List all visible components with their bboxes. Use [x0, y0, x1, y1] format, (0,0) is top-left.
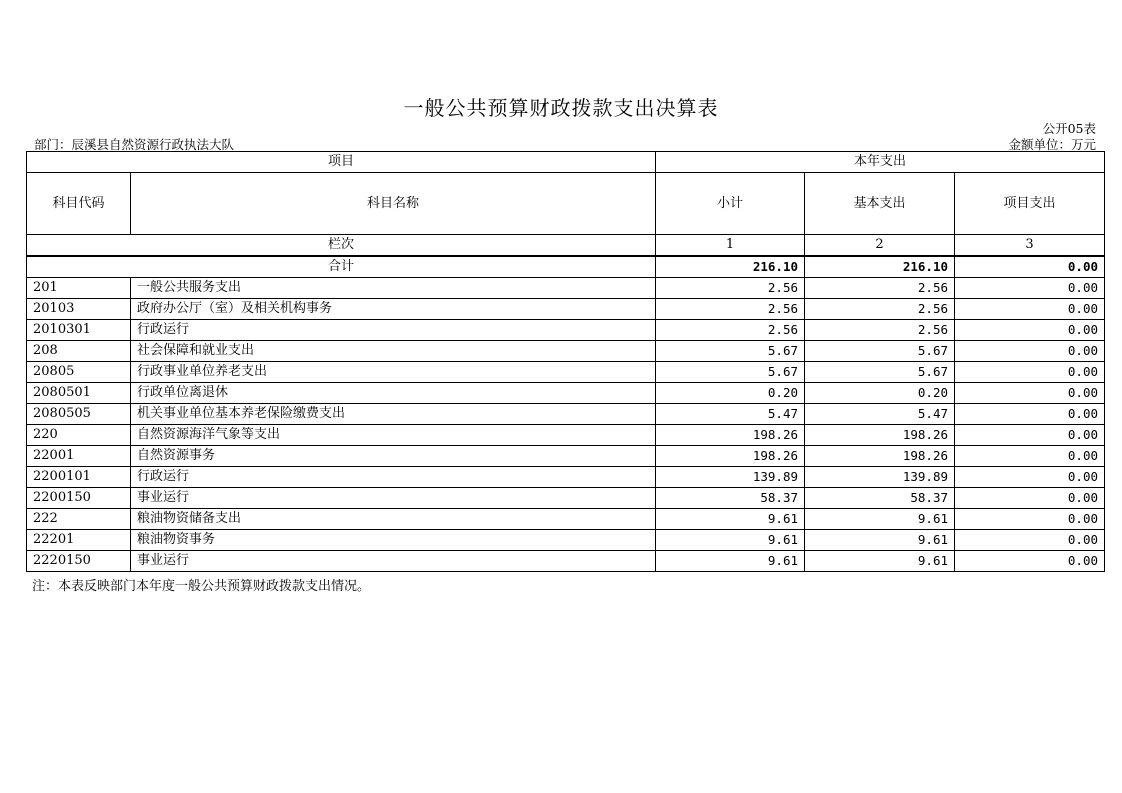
column-order-1: 1 [656, 235, 805, 257]
header-name: 科目名称 [131, 173, 656, 235]
column-order-3: 3 [955, 235, 1105, 257]
column-order-label: 栏次 [27, 235, 656, 257]
row-project: 0.00 [955, 341, 1105, 362]
row-basic: 5.47 [805, 404, 955, 425]
table-note: 注：本表反映部门本年度一般公共预算财政拨款支出情况。 [32, 579, 371, 594]
row-name: 自然资源事务 [131, 446, 656, 467]
header-row-1 [27, 152, 1105, 173]
row-subtotal: 5.47 [656, 404, 805, 425]
row-name: 一般公共服务支出 [131, 278, 656, 299]
row-subtotal: 198.26 [656, 425, 805, 446]
row-project: 0.00 [955, 551, 1105, 572]
row-basic: 5.67 [805, 341, 955, 362]
row-project: 0.00 [955, 425, 1105, 446]
table-row [27, 446, 1105, 467]
row-project: 0.00 [955, 467, 1105, 488]
table-row [27, 383, 1105, 404]
row-name: 事业运行 [131, 488, 656, 509]
row-code: 222 [27, 509, 131, 530]
row-code: 20103 [27, 299, 131, 320]
row-project: 0.00 [955, 362, 1105, 383]
total-project: 0.00 [955, 256, 1105, 278]
table-row [27, 488, 1105, 509]
row-code: 20805 [27, 362, 131, 383]
header-code: 科目代码 [27, 173, 131, 235]
row-name: 行政运行 [131, 467, 656, 488]
row-project: 0.00 [955, 299, 1105, 320]
table-row [27, 467, 1105, 488]
row-basic: 2.56 [805, 299, 955, 320]
row-project: 0.00 [955, 278, 1105, 299]
row-name: 机关事业单位基本养老保险缴费支出 [131, 404, 656, 425]
row-subtotal: 198.26 [656, 446, 805, 467]
row-project: 0.00 [955, 530, 1105, 551]
row-basic: 2.56 [805, 278, 955, 299]
row-code: 22201 [27, 530, 131, 551]
row-basic: 9.61 [805, 509, 955, 530]
row-code: 22001 [27, 446, 131, 467]
row-basic: 0.20 [805, 383, 955, 404]
table-row [27, 530, 1105, 551]
row-code: 2220150 [27, 551, 131, 572]
header-project: 项目 [27, 152, 656, 173]
table-row [27, 320, 1105, 341]
row-basic: 198.26 [805, 425, 955, 446]
table-row [27, 362, 1105, 383]
form-number: 公开05表 [1042, 121, 1096, 136]
row-subtotal: 9.61 [656, 551, 805, 572]
row-subtotal: 9.61 [656, 530, 805, 551]
row-subtotal: 0.20 [656, 383, 805, 404]
table-row [27, 425, 1105, 446]
table-row [27, 278, 1105, 299]
header-row-2 [27, 173, 1105, 235]
row-subtotal: 2.56 [656, 299, 805, 320]
row-subtotal: 9.61 [656, 509, 805, 530]
row-basic: 9.61 [805, 551, 955, 572]
row-name: 行政运行 [131, 320, 656, 341]
header-subtotal: 小计 [656, 173, 805, 235]
row-basic: 9.61 [805, 530, 955, 551]
row-code: 208 [27, 341, 131, 362]
row-basic: 5.67 [805, 362, 955, 383]
total-row [27, 256, 1105, 278]
row-subtotal: 2.56 [656, 320, 805, 341]
column-order-row [27, 235, 1105, 257]
row-subtotal: 5.67 [656, 362, 805, 383]
row-project: 0.00 [955, 320, 1105, 341]
header-current-year-expense: 本年支出 [656, 152, 1105, 173]
row-name: 政府办公厅（室）及相关机构事务 [131, 299, 656, 320]
total-basic: 216.10 [805, 256, 955, 278]
table-row [27, 509, 1105, 530]
row-subtotal: 139.89 [656, 467, 805, 488]
row-code: 2200101 [27, 467, 131, 488]
total-label: 合计 [27, 256, 656, 278]
column-order-2: 2 [805, 235, 955, 257]
header-basic-expense: 基本支出 [805, 173, 955, 235]
row-project: 0.00 [955, 383, 1105, 404]
expenditure-table [26, 151, 1105, 572]
row-basic: 139.89 [805, 467, 955, 488]
page-title: 一般公共预算财政拨款支出决算表 [403, 96, 719, 120]
row-name: 行政事业单位养老支出 [131, 362, 656, 383]
row-code: 201 [27, 278, 131, 299]
amount-unit-label: 金额单位：万元 [1008, 137, 1096, 152]
table-row [27, 299, 1105, 320]
row-name: 粮油物资储备支出 [131, 509, 656, 530]
row-name: 行政单位离退休 [131, 383, 656, 404]
row-name: 事业运行 [131, 551, 656, 572]
row-subtotal: 58.37 [656, 488, 805, 509]
table-row [27, 404, 1105, 425]
row-name: 自然资源海洋气象等支出 [131, 425, 656, 446]
total-subtotal: 216.10 [656, 256, 805, 278]
department-label: 部门：辰溪县自然资源行政执法大队 [34, 137, 235, 152]
row-project: 0.00 [955, 509, 1105, 530]
row-basic: 58.37 [805, 488, 955, 509]
row-code: 2010301 [27, 320, 131, 341]
row-code: 220 [27, 425, 131, 446]
row-subtotal: 5.67 [656, 341, 805, 362]
row-basic: 198.26 [805, 446, 955, 467]
table-row [27, 551, 1105, 572]
table-row [27, 341, 1105, 362]
row-code: 2200150 [27, 488, 131, 509]
row-project: 0.00 [955, 446, 1105, 467]
row-name: 粮油物资事务 [131, 530, 656, 551]
row-code: 2080505 [27, 404, 131, 425]
row-subtotal: 2.56 [656, 278, 805, 299]
row-basic: 2.56 [805, 320, 955, 341]
row-name: 社会保障和就业支出 [131, 341, 656, 362]
row-project: 0.00 [955, 404, 1105, 425]
row-project: 0.00 [955, 488, 1105, 509]
row-code: 2080501 [27, 383, 131, 404]
header-project-expense: 项目支出 [955, 173, 1105, 235]
